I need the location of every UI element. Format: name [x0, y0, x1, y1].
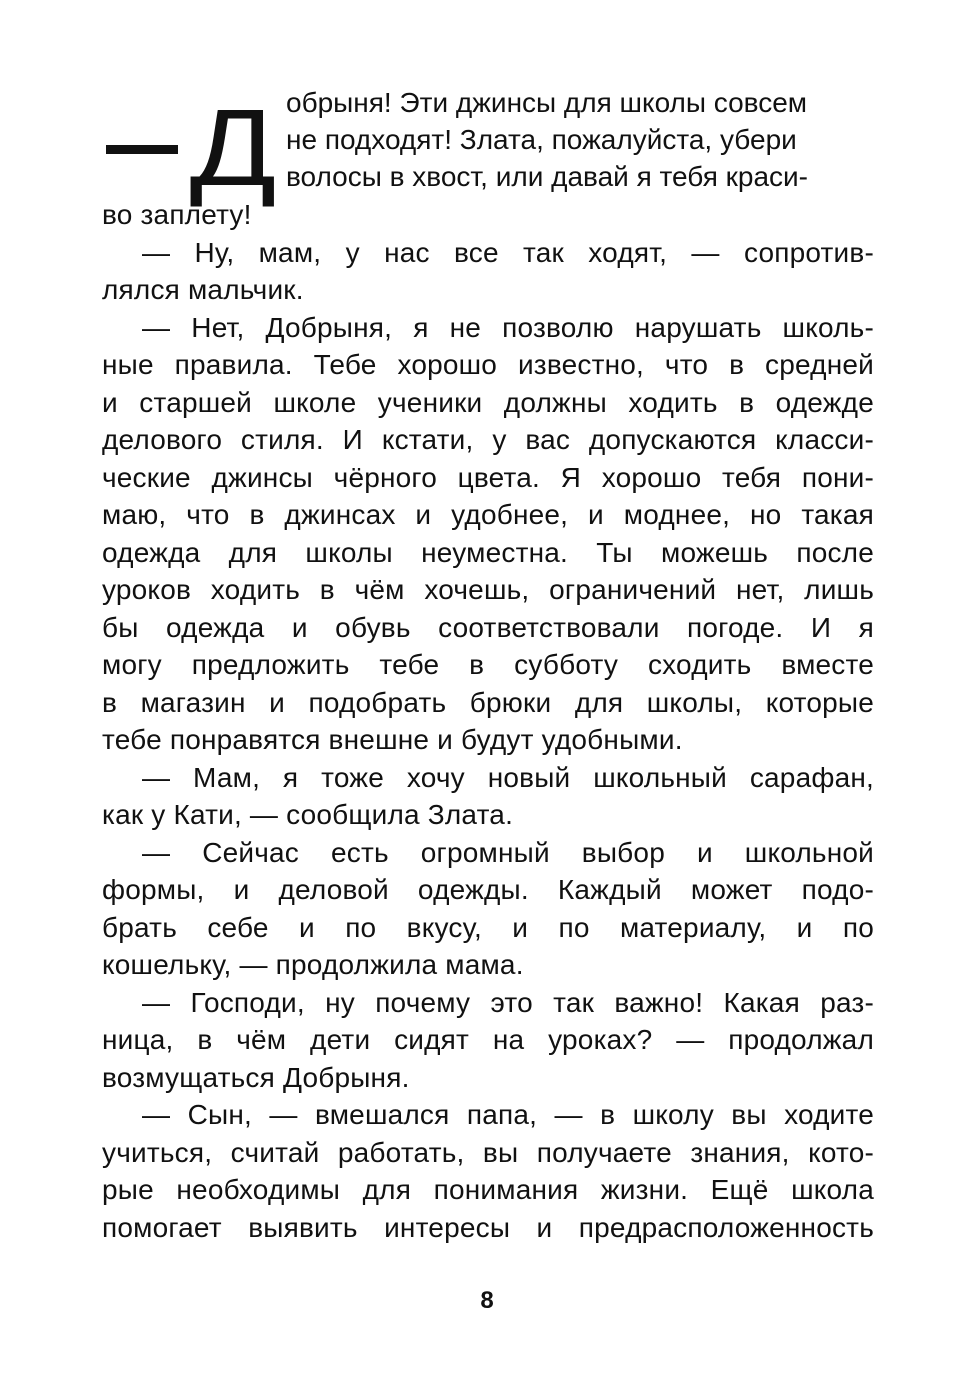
text-line: во заплету! [102, 199, 252, 230]
text-line: как у Кати, — сообщила Злата. [102, 799, 514, 830]
drop-cap-glyph: Д [189, 87, 277, 210]
text-line: — Ну, мам, у нас все так ходят, — сопротив- [142, 237, 874, 268]
text-line: — Господи, ну почему это так важно! Какая раз- [142, 987, 874, 1018]
text-line: возмущаться Добрыня. [102, 1062, 410, 1093]
text-line: уроков ходить в чём хочешь, ограничений нет, лишь [102, 574, 874, 605]
text-line: тебе понравятся внешне и будут удобными. [102, 724, 683, 755]
text-line: помогает выявить интересы и предрасположенность [102, 1212, 874, 1243]
text-line: ница, в чём дети сидят на уроках? — продолжал [102, 1024, 874, 1055]
dropcap-line-1: обрыня! Эти джинсы для школы совсем [286, 87, 808, 118]
page-number: 8 [480, 1287, 494, 1314]
text-line: — Нет, Добрыня, я не позволю нарушать школь- [142, 312, 874, 343]
text-line: кошельку, — продолжила мама. [102, 949, 524, 980]
text-line: ные правила. Тебе хорошо известно, что в средней [102, 349, 874, 380]
text-line: могу предложить тебе в субботу сходить вместе [102, 649, 874, 680]
text-line: маю, что в джинсах и удобнее, и моднее, но такая [102, 499, 874, 530]
text-line: — Мам, я тоже хочу новый школьный сарафан, [142, 762, 874, 793]
text-line: бы одежда и обувь соответствовали погоде. И я [102, 612, 874, 643]
text-line: рые необходимы для понимания жизни. Ещё школа [102, 1174, 874, 1205]
text-line: ческие джинсы чёрного цвета. Я хорошо тебя пони- [102, 462, 874, 493]
opening-dash [106, 145, 178, 154]
text-line: — Сейчас есть огромный выбор и школьной [142, 837, 874, 868]
drop-cap-letter [189, 87, 277, 210]
dropcap-line-2: не подходят! Злата, пожалуйста, убери [286, 124, 797, 155]
text-line: делового стиля. И кстати, у вас допускаются класси- [102, 424, 874, 455]
text-line: лялся мальчик. [102, 274, 304, 305]
text-line: учиться, считай работать, вы получаете знания, кото- [102, 1137, 874, 1168]
text-line: одежда для школы неуместна. Ты можешь после [102, 537, 874, 568]
text-line: и старшей школе ученики должны ходить в одежде [102, 387, 874, 418]
dropcap-line-3: волосы в хвост, или давай я тебя краси- [286, 161, 809, 192]
text-line: — Сын, — вмешался папа, — в школу вы ходите [142, 1099, 874, 1130]
text-line: в магазин и подобрать брюки для школы, которые [102, 687, 874, 718]
text-line: формы, и деловой одежды. Каждый может подо- [102, 874, 874, 905]
text-line: брать себе и по вкусу, и по материалу, и по [102, 912, 874, 943]
